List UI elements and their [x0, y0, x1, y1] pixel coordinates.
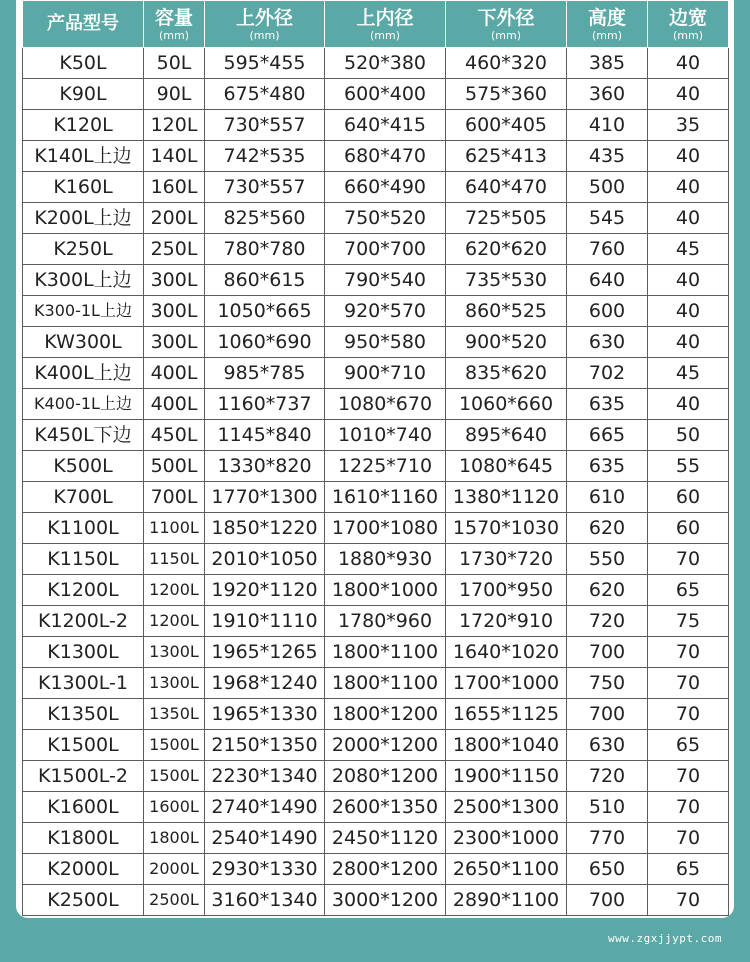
cell-top-outer: 675*480 — [205, 79, 325, 110]
cell-height: 720 — [567, 606, 648, 637]
cell-bottom-outer: 1730*720 — [446, 544, 567, 575]
cell-top-inner: 700*700 — [325, 234, 446, 265]
table-row — [23, 637, 729, 668]
cell-model: K1600L — [23, 792, 144, 823]
cell-bottom-outer: 1060*660 — [446, 389, 567, 420]
table-row — [23, 699, 729, 730]
cell-top-outer: 595*455 — [205, 48, 325, 79]
cell-top-outer: 1965*1265 — [205, 637, 325, 668]
cell-top-outer: 985*785 — [205, 358, 325, 389]
cell-top-outer: 780*780 — [205, 234, 325, 265]
table-row — [23, 420, 729, 451]
cell-model: K200L上边 — [23, 203, 144, 234]
cell-edge: 75 — [648, 606, 729, 637]
table-row — [23, 513, 729, 544]
table-row — [23, 885, 729, 916]
cell-edge: 70 — [648, 637, 729, 668]
cell-edge: 70 — [648, 792, 729, 823]
cell-capacity: 1800L — [144, 823, 205, 854]
cell-edge: 70 — [648, 761, 729, 792]
table-row — [23, 234, 729, 265]
cell-capacity: 140L — [144, 141, 205, 172]
cell-bottom-outer: 1640*1020 — [446, 637, 567, 668]
table-row — [23, 823, 729, 854]
cell-top-inner: 2080*1200 — [325, 761, 446, 792]
cell-edge: 45 — [648, 234, 729, 265]
cell-capacity: 1500L — [144, 761, 205, 792]
cell-top-inner: 680*470 — [325, 141, 446, 172]
cell-top-inner: 1700*1080 — [325, 513, 446, 544]
cell-model: K1350L — [23, 699, 144, 730]
table-row — [23, 668, 729, 699]
cell-top-inner: 1800*1000 — [325, 575, 446, 606]
cell-edge: 65 — [648, 854, 729, 885]
cell-capacity: 300L — [144, 327, 205, 358]
cell-top-outer: 2740*1490 — [205, 792, 325, 823]
cell-bottom-outer: 1900*1150 — [446, 761, 567, 792]
cell-height: 610 — [567, 482, 648, 513]
table-row — [23, 203, 729, 234]
cell-capacity: 2500L — [144, 885, 205, 916]
cell-edge: 65 — [648, 575, 729, 606]
cell-model: K1300L — [23, 637, 144, 668]
table-row — [23, 110, 729, 141]
cell-capacity: 1500L — [144, 730, 205, 761]
cell-bottom-outer: 620*620 — [446, 234, 567, 265]
table-row — [23, 451, 729, 482]
table-row — [23, 358, 729, 389]
cell-top-inner: 600*400 — [325, 79, 446, 110]
cell-capacity: 250L — [144, 234, 205, 265]
cell-top-inner: 1800*1100 — [325, 668, 446, 699]
cell-edge: 60 — [648, 513, 729, 544]
cell-model: K1100L — [23, 513, 144, 544]
table-row — [23, 389, 729, 420]
table-row — [23, 48, 729, 79]
cell-model: K400-1L上边 — [23, 389, 144, 420]
cell-top-inner: 790*540 — [325, 265, 446, 296]
cell-top-outer: 2540*1490 — [205, 823, 325, 854]
cell-top-inner: 1225*710 — [325, 451, 446, 482]
cell-edge: 50 — [648, 420, 729, 451]
cell-edge: 60 — [648, 482, 729, 513]
cell-top-outer: 1850*1220 — [205, 513, 325, 544]
header-top-outer: 上外径 (mm) — [205, 1, 325, 48]
cell-edge: 40 — [648, 79, 729, 110]
cell-capacity: 90L — [144, 79, 205, 110]
cell-top-outer: 2230*1340 — [205, 761, 325, 792]
cell-top-inner: 750*520 — [325, 203, 446, 234]
cell-edge: 70 — [648, 823, 729, 854]
cell-edge: 70 — [648, 668, 729, 699]
cell-height: 500 — [567, 172, 648, 203]
cell-top-inner: 920*570 — [325, 296, 446, 327]
cell-capacity: 160L — [144, 172, 205, 203]
table-row — [23, 606, 729, 637]
cell-height: 545 — [567, 203, 648, 234]
cell-model: K160L — [23, 172, 144, 203]
cell-edge: 55 — [648, 451, 729, 482]
cell-height: 700 — [567, 885, 648, 916]
cell-height: 702 — [567, 358, 648, 389]
header-bottom-outer: 下外径 (mm) — [446, 1, 567, 48]
cell-capacity: 1200L — [144, 575, 205, 606]
cell-bottom-outer: 835*620 — [446, 358, 567, 389]
cell-top-outer: 1770*1300 — [205, 482, 325, 513]
cell-capacity: 200L — [144, 203, 205, 234]
cell-capacity: 2000L — [144, 854, 205, 885]
table-row — [23, 730, 729, 761]
cell-edge: 70 — [648, 544, 729, 575]
cell-height: 630 — [567, 327, 648, 358]
cell-capacity: 1300L — [144, 668, 205, 699]
cell-top-inner: 520*380 — [325, 48, 446, 79]
cell-edge: 40 — [648, 296, 729, 327]
cell-top-outer: 825*560 — [205, 203, 325, 234]
cell-capacity: 120L — [144, 110, 205, 141]
cell-bottom-outer: 575*360 — [446, 79, 567, 110]
cell-capacity: 1150L — [144, 544, 205, 575]
table-row — [23, 761, 729, 792]
cell-top-inner: 1800*1100 — [325, 637, 446, 668]
cell-model: K250L — [23, 234, 144, 265]
table-row — [23, 79, 729, 110]
cell-top-inner: 2000*1200 — [325, 730, 446, 761]
cell-capacity: 400L — [144, 389, 205, 420]
cell-height: 770 — [567, 823, 648, 854]
cell-bottom-outer: 2300*1000 — [446, 823, 567, 854]
cell-edge: 40 — [648, 172, 729, 203]
cell-bottom-outer: 640*470 — [446, 172, 567, 203]
cell-model: KW300L — [23, 327, 144, 358]
cell-height: 510 — [567, 792, 648, 823]
cell-top-outer: 860*615 — [205, 265, 325, 296]
cell-capacity: 50L — [144, 48, 205, 79]
cell-bottom-outer: 2650*1100 — [446, 854, 567, 885]
cell-model: K1500L-2 — [23, 761, 144, 792]
cell-edge: 70 — [648, 885, 729, 916]
cell-model: K2500L — [23, 885, 144, 916]
cell-model: K450L下边 — [23, 420, 144, 451]
cell-bottom-outer: 725*505 — [446, 203, 567, 234]
header-height: 高度 (mm) — [567, 1, 648, 48]
cell-model: K120L — [23, 110, 144, 141]
cell-top-inner: 2800*1200 — [325, 854, 446, 885]
cell-capacity: 500L — [144, 451, 205, 482]
table-body — [23, 48, 729, 916]
cell-capacity: 700L — [144, 482, 205, 513]
cell-bottom-outer: 895*640 — [446, 420, 567, 451]
cell-bottom-outer: 600*405 — [446, 110, 567, 141]
cell-top-outer: 1050*665 — [205, 296, 325, 327]
cell-bottom-outer: 460*320 — [446, 48, 567, 79]
cell-top-inner: 3000*1200 — [325, 885, 446, 916]
cell-top-outer: 1330*820 — [205, 451, 325, 482]
cell-model: K400L上边 — [23, 358, 144, 389]
header-top-inner: 上内径 (mm) — [325, 1, 446, 48]
cell-height: 435 — [567, 141, 648, 172]
cell-capacity: 300L — [144, 265, 205, 296]
cell-height: 410 — [567, 110, 648, 141]
cell-model: K1200L-2 — [23, 606, 144, 637]
cell-capacity: 450L — [144, 420, 205, 451]
cell-bottom-outer: 625*413 — [446, 141, 567, 172]
cell-model: K140L上边 — [23, 141, 144, 172]
spec-table — [22, 0, 729, 916]
cell-top-outer: 1060*690 — [205, 327, 325, 358]
cell-height: 620 — [567, 513, 648, 544]
cell-top-inner: 1780*960 — [325, 606, 446, 637]
cell-model: K700L — [23, 482, 144, 513]
cell-top-inner: 1010*740 — [325, 420, 446, 451]
cell-capacity: 300L — [144, 296, 205, 327]
cell-bottom-outer: 860*525 — [446, 296, 567, 327]
cell-top-outer: 1145*840 — [205, 420, 325, 451]
cell-height: 720 — [567, 761, 648, 792]
cell-height: 700 — [567, 637, 648, 668]
cell-model: K1200L — [23, 575, 144, 606]
cell-height: 600 — [567, 296, 648, 327]
cell-model: K300-1L上边 — [23, 296, 144, 327]
cell-model: K500L — [23, 451, 144, 482]
cell-top-inner: 900*710 — [325, 358, 446, 389]
cell-top-outer: 1968*1240 — [205, 668, 325, 699]
cell-model: K2000L — [23, 854, 144, 885]
cell-top-inner: 1880*930 — [325, 544, 446, 575]
cell-top-inner: 640*415 — [325, 110, 446, 141]
cell-edge: 40 — [648, 327, 729, 358]
cell-capacity: 1600L — [144, 792, 205, 823]
cell-bottom-outer: 1700*1000 — [446, 668, 567, 699]
cell-capacity: 1350L — [144, 699, 205, 730]
cell-top-outer: 1965*1330 — [205, 699, 325, 730]
cell-edge: 70 — [648, 699, 729, 730]
cell-height: 360 — [567, 79, 648, 110]
cell-height: 635 — [567, 451, 648, 482]
cell-height: 760 — [567, 234, 648, 265]
cell-bottom-outer: 1570*1030 — [446, 513, 567, 544]
cell-model: K90L — [23, 79, 144, 110]
cell-top-inner: 2600*1350 — [325, 792, 446, 823]
cell-top-outer: 3160*1340 — [205, 885, 325, 916]
cell-height: 665 — [567, 420, 648, 451]
cell-bottom-outer: 1800*1040 — [446, 730, 567, 761]
cell-edge: 40 — [648, 48, 729, 79]
cell-height: 550 — [567, 544, 648, 575]
table-row — [23, 482, 729, 513]
table-row — [23, 141, 729, 172]
cell-model: K300L上边 — [23, 265, 144, 296]
cell-model: K1800L — [23, 823, 144, 854]
cell-height: 630 — [567, 730, 648, 761]
cell-height: 700 — [567, 699, 648, 730]
cell-model: K50L — [23, 48, 144, 79]
cell-top-inner: 2450*1120 — [325, 823, 446, 854]
cell-model: K1500L — [23, 730, 144, 761]
cell-edge: 40 — [648, 203, 729, 234]
cell-top-inner: 1800*1200 — [325, 699, 446, 730]
cell-top-outer: 1160*737 — [205, 389, 325, 420]
table-row — [23, 854, 729, 885]
cell-capacity: 400L — [144, 358, 205, 389]
header-capacity: 容量 (mm) — [144, 1, 205, 48]
cell-height: 640 — [567, 265, 648, 296]
table-row — [23, 792, 729, 823]
cell-bottom-outer: 1700*950 — [446, 575, 567, 606]
table-row — [23, 327, 729, 358]
cell-height: 385 — [567, 48, 648, 79]
cell-model: K1300L-1 — [23, 668, 144, 699]
cell-edge: 45 — [648, 358, 729, 389]
cell-height: 650 — [567, 854, 648, 885]
cell-height: 635 — [567, 389, 648, 420]
cell-edge: 40 — [648, 141, 729, 172]
cell-edge: 35 — [648, 110, 729, 141]
cell-model: K1150L — [23, 544, 144, 575]
table-header-row — [23, 1, 729, 48]
cell-bottom-outer: 2500*1300 — [446, 792, 567, 823]
cell-bottom-outer: 1655*1125 — [446, 699, 567, 730]
table-row — [23, 265, 729, 296]
cell-top-outer: 1910*1110 — [205, 606, 325, 637]
cell-height: 750 — [567, 668, 648, 699]
cell-top-outer: 730*557 — [205, 172, 325, 203]
header-edge: 边宽 (mm) — [648, 1, 729, 48]
cell-capacity: 1300L — [144, 637, 205, 668]
cell-edge: 40 — [648, 265, 729, 296]
watermark: www.zgxjjypt.com — [608, 932, 722, 945]
table-row — [23, 544, 729, 575]
cell-bottom-outer: 900*520 — [446, 327, 567, 358]
cell-capacity: 1200L — [144, 606, 205, 637]
cell-top-outer: 2930*1330 — [205, 854, 325, 885]
cell-top-inner: 1610*1160 — [325, 482, 446, 513]
cell-bottom-outer: 1720*910 — [446, 606, 567, 637]
table-row — [23, 575, 729, 606]
cell-height: 620 — [567, 575, 648, 606]
header-model: 产品型号 — [23, 1, 144, 48]
cell-top-outer: 2010*1050 — [205, 544, 325, 575]
table-row — [23, 296, 729, 327]
cell-top-outer: 2150*1350 — [205, 730, 325, 761]
cell-edge: 40 — [648, 389, 729, 420]
cell-top-inner: 950*580 — [325, 327, 446, 358]
cell-bottom-outer: 1080*645 — [446, 451, 567, 482]
cell-bottom-outer: 1380*1120 — [446, 482, 567, 513]
cell-capacity: 1100L — [144, 513, 205, 544]
cell-edge: 65 — [648, 730, 729, 761]
cell-top-outer: 730*557 — [205, 110, 325, 141]
table-row — [23, 172, 729, 203]
cell-top-inner: 660*490 — [325, 172, 446, 203]
cell-bottom-outer: 735*530 — [446, 265, 567, 296]
cell-top-outer: 1920*1120 — [205, 575, 325, 606]
cell-bottom-outer: 2890*1100 — [446, 885, 567, 916]
cell-top-inner: 1080*670 — [325, 389, 446, 420]
cell-top-outer: 742*535 — [205, 141, 325, 172]
